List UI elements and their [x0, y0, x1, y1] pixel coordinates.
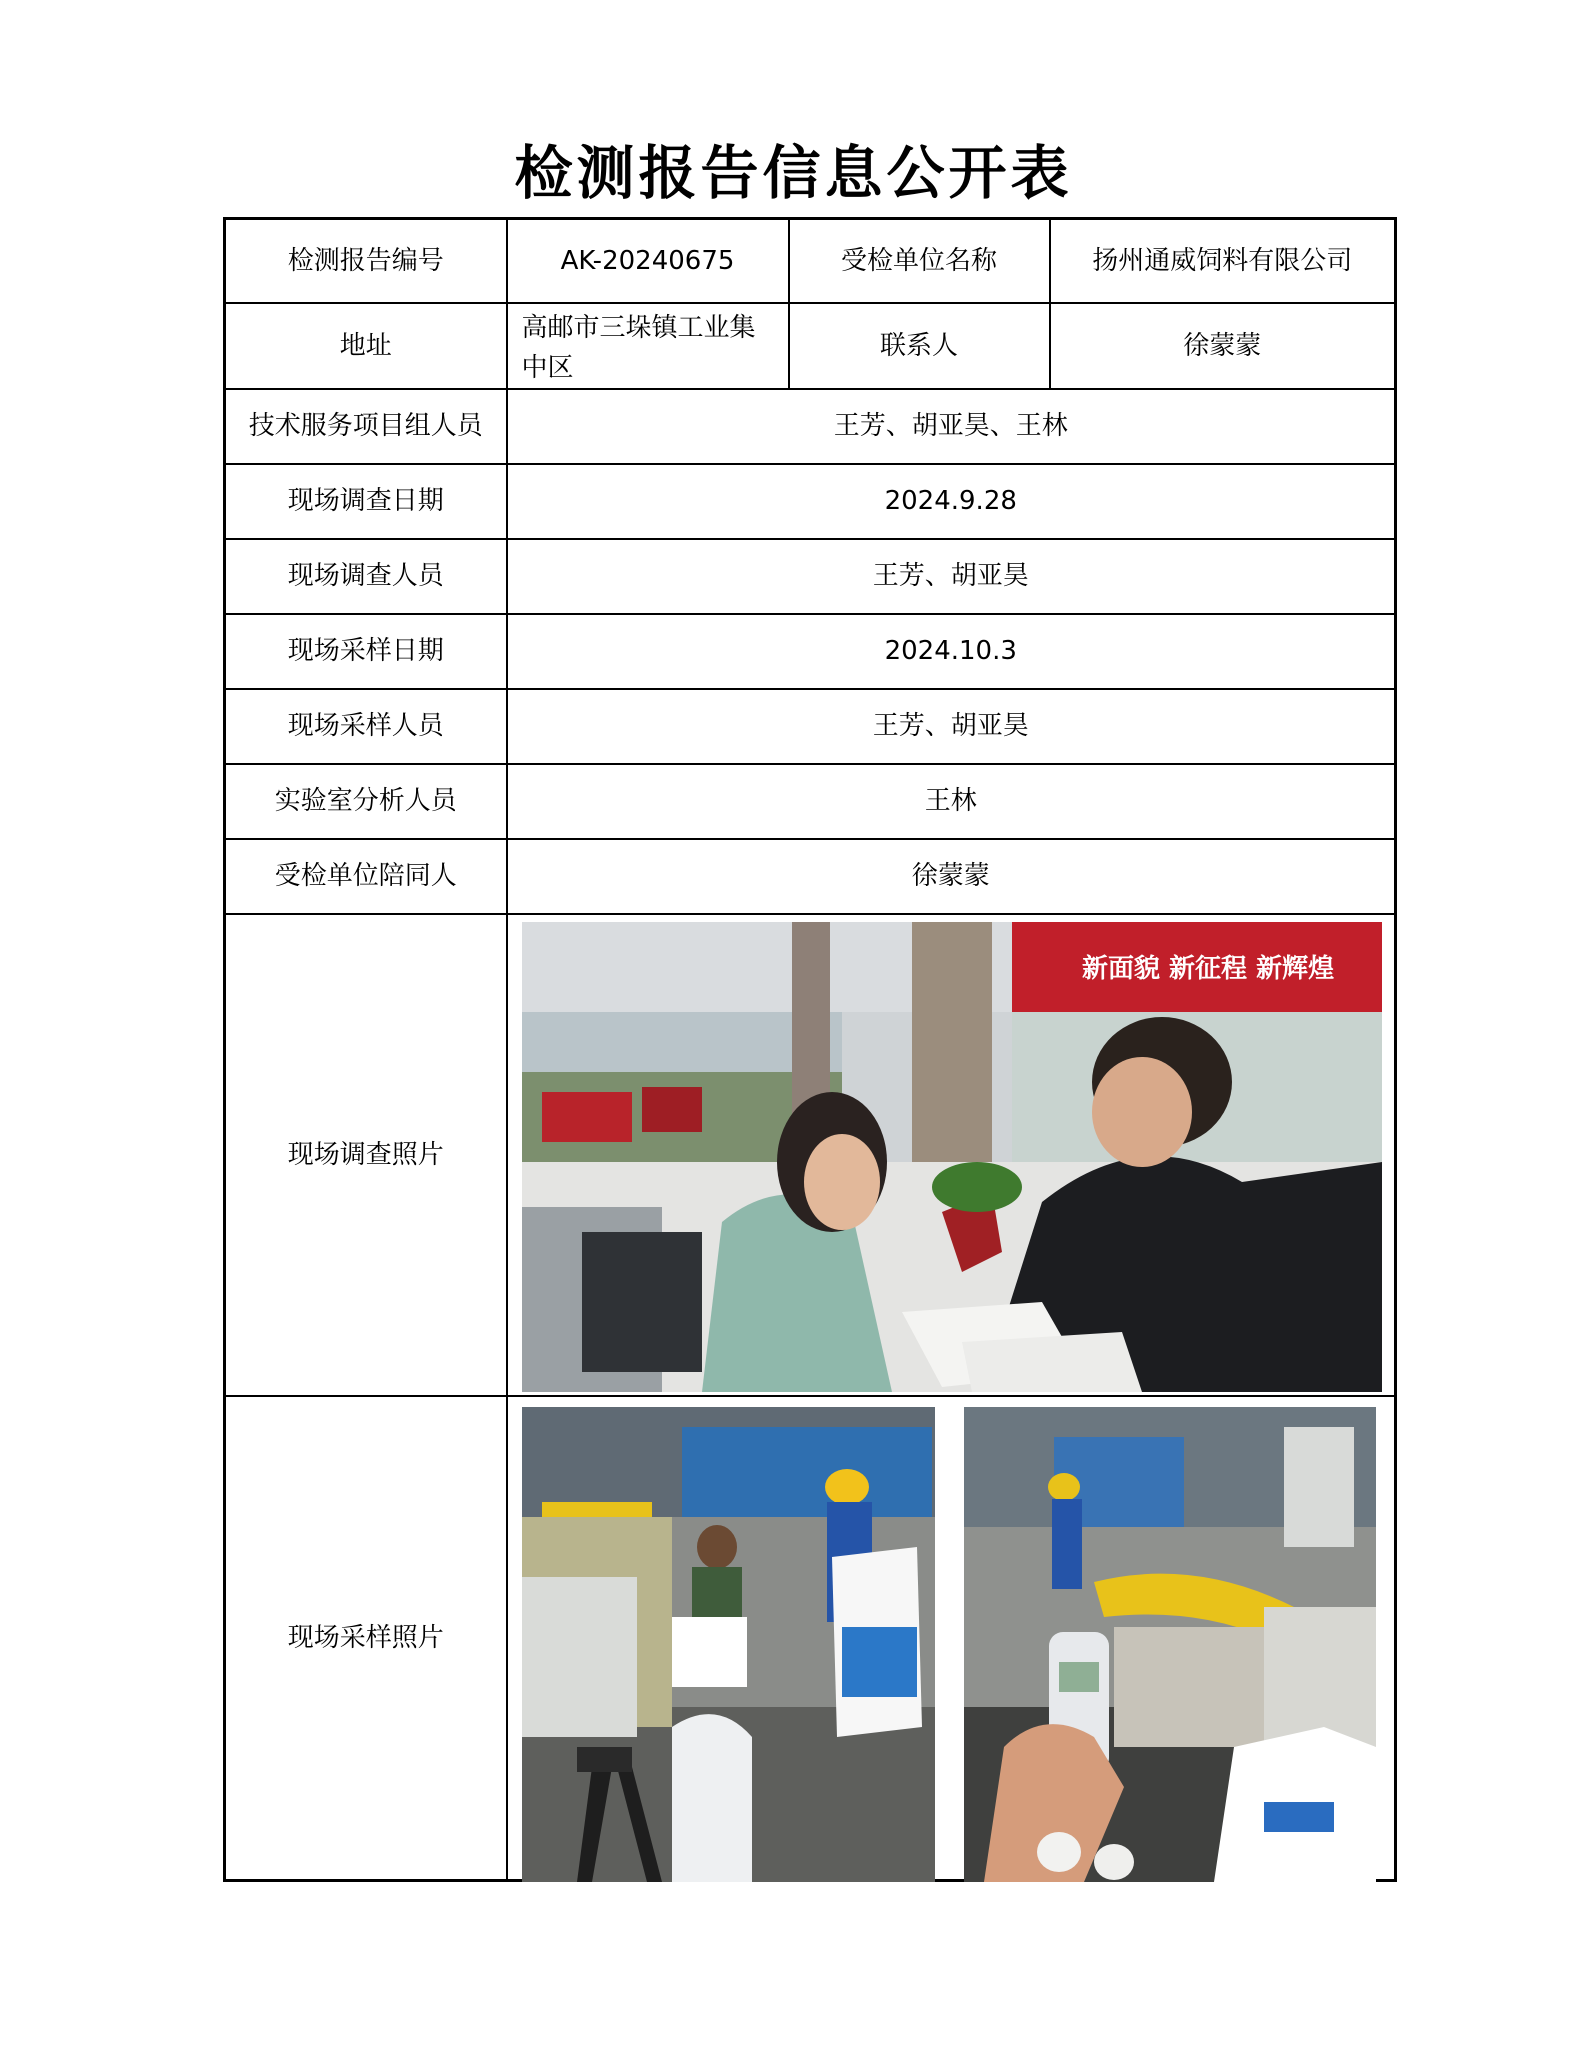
- table-row: [225, 1396, 1396, 1881]
- escort-label: 受检单位陪同人: [225, 839, 507, 914]
- page-title: 检测报告信息公开表: [514, 139, 1073, 207]
- sampling-staff-label: 现场采样人员: [225, 689, 507, 764]
- survey-photo-cell: [507, 914, 1396, 1396]
- report-no-value: AK-20240675: [507, 219, 789, 303]
- sampling-photo-left-image: [522, 1407, 935, 1882]
- survey-photo-label: 现场调查照片: [225, 914, 507, 1396]
- lab-staff-value: 王林: [507, 764, 1396, 839]
- sampling-photo-cell: [507, 1396, 1396, 1881]
- survey-date-label: 现场调查日期: [225, 464, 507, 539]
- survey-photo-image: [522, 922, 1382, 1392]
- survey-date-value: 2024.9.28: [507, 464, 1396, 539]
- sampling-photo-right: [964, 1407, 1376, 1882]
- sampling-photo-label: 现场采样照片: [225, 1396, 507, 1881]
- lab-staff-label: 实验室分析人员: [225, 764, 507, 839]
- unit-name-label: 受检单位名称: [789, 219, 1050, 303]
- sampling-date-label: 现场采样日期: [225, 614, 507, 689]
- contact-value: 徐蒙蒙: [1050, 303, 1396, 389]
- survey-staff-value: 王芳、胡亚昊: [507, 539, 1396, 614]
- address-value: 高邮市三垛镇工业集中区: [507, 303, 789, 389]
- table-row: [225, 539, 1396, 614]
- table-row: [225, 839, 1396, 914]
- sampling-photo-right-image: [964, 1407, 1376, 1882]
- table-row: [225, 614, 1396, 689]
- team-value: 王芳、胡亚昊、王林: [507, 389, 1396, 464]
- report-table: [223, 217, 1397, 1882]
- team-label: 技术服务项目组人员: [225, 389, 507, 464]
- table-row: [225, 219, 1396, 303]
- sampling-staff-value: 王芳、胡亚昊: [507, 689, 1396, 764]
- sampling-photo-left: [522, 1407, 935, 1882]
- survey-staff-label: 现场调查人员: [225, 539, 507, 614]
- contact-label: 联系人: [789, 303, 1050, 389]
- report-no-label: 检测报告编号: [225, 219, 507, 303]
- survey-photo: [522, 922, 1382, 1392]
- unit-name-value: 扬州通威饲料有限公司: [1050, 219, 1396, 303]
- table-row: [225, 914, 1396, 1396]
- address-label: 地址: [225, 303, 507, 389]
- table-row: [225, 389, 1396, 464]
- table-row: [225, 689, 1396, 764]
- banner-text: 新面貌 新征程 新辉煌: [1081, 953, 1334, 984]
- escort-value: 徐蒙蒙: [507, 839, 1396, 914]
- table-row: [225, 464, 1396, 539]
- table-row: [225, 764, 1396, 839]
- sampling-date-value: 2024.10.3: [507, 614, 1396, 689]
- table-row: [225, 303, 1396, 389]
